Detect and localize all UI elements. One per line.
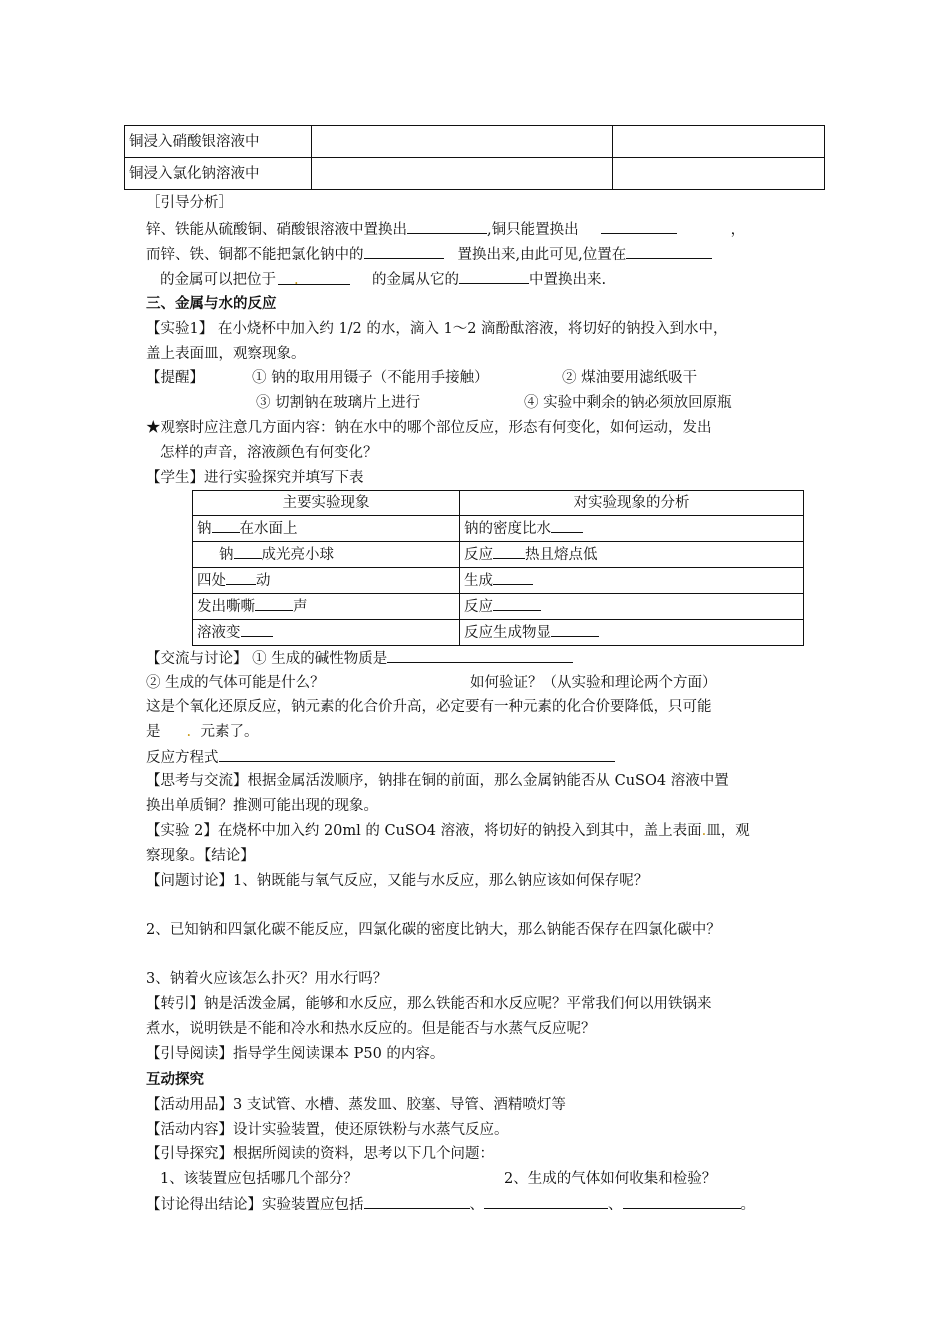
intro-line-2: 煮水，说明铁是不能和冷水和热水反应的。但是能否与水蒸气反应呢？ <box>146 1021 596 1037</box>
guide-line-3: 的金属可以把位于 . 的金属从它的 中置换出来. <box>160 269 606 290</box>
question-3: 3、钠着火应该怎么扑灭？用水行吗？ <box>146 971 388 987</box>
discussion-line-2b: 如何验证？（从实验和理论两个方面） <box>470 675 717 691</box>
discussion-line-3: 这是个氧化还原反应，钠元素的化合价升高，必定要有一种元素的化合价要降低，只可能 <box>146 699 712 715</box>
table-cell <box>312 126 613 158</box>
conclusion-line: 【讨论得出结论】实验装置应包括 、 、 。 <box>146 1194 755 1215</box>
section-title: 三、金属与水的反应 <box>146 295 277 312</box>
table-header: 对实验现象的分析 <box>460 491 804 516</box>
table-row: 发出嘶嘶 声 反应 <box>193 594 804 620</box>
table-row: 钠 在水面上 钠的密度比水 <box>193 516 804 542</box>
discussion-line-1: 【交流与讨论】 ① 生成的碱性物质是 <box>146 648 573 669</box>
intro-read: 【引导阅读】指导学生阅读课本 P50 的内容。 <box>146 1046 445 1062</box>
table-cell <box>613 158 825 190</box>
table-cell <box>312 158 613 190</box>
remind-3: ③ 切割钠在玻璃片上进行 <box>256 395 421 411</box>
remind-1: ① 钠的取用用镊子（不能用手接触） <box>252 370 489 386</box>
remind-2: ② 煤油要用滤纸吸干 <box>562 370 698 386</box>
guide-explore: 【引导探究】根据所阅读的资料，思考以下几个问题： <box>146 1146 494 1162</box>
guide-heading: ［引导分析］ <box>146 195 233 211</box>
table-header: 主要实验现象 <box>193 491 460 516</box>
table-cell <box>613 126 825 158</box>
observe-line-1: ★观察时应注意几方面内容：钠在水中的哪个部位反应，形态有何变化，如何运动，发出 <box>146 420 712 436</box>
remind-4: ④ 实验中剩余的钠必须放回原瓶 <box>524 395 732 411</box>
top-comparison-table <box>124 125 825 190</box>
exp1-line-1: 【实验1】 在小烧杯中加入约 1/2 的水，滴入 1～2 滴酚酞溶液，将切好的钠投入到水中， <box>146 321 728 337</box>
guide-line-1: 锌、铁能从硫酸铜、硝酸银溶液中置换出 ,铜只能置换出 ， <box>146 219 745 240</box>
explore-q1: 1、该装置应包括哪几个部分？ <box>160 1171 358 1187</box>
think-line-2: 换出单质铜？推测可能出现的现象。 <box>146 798 378 814</box>
guide-line-2: 而锌、铁、铜都不能把氯化钠中的 置换出来,由此可见,位置在 <box>146 244 712 265</box>
discussion-line-4: 是 . 元素了。 <box>146 724 259 740</box>
table-row: 溶液变 反应生成物显 <box>193 620 804 646</box>
explore-q2: 2、生成的气体如何收集和检验？ <box>504 1171 717 1187</box>
table-row: 四处 动 生成 <box>193 568 804 594</box>
table-cell: 铜浸入硝酸银溶液中 <box>125 126 312 158</box>
remind-label: 【提醒】 <box>146 370 204 386</box>
exp1-line-2: 盖上表面皿，观察现象。 <box>146 346 306 362</box>
question-2: 2、已知钠和四氯化碳不能反应，四氯化碳的密度比钠大，那么钠能否保存在四氯化碳中？ <box>146 922 721 938</box>
table-cell: 铜浸入氯化钠溶液中 <box>125 158 312 190</box>
think-line-1: 【思考与交流】根据金属活泼顺序，钠排在铜的前面，那么金属钠能否从 CuSO4 溶液中置 <box>146 773 729 789</box>
activity-content: 【活动内容】设计实验装置，使还原铁粉与水蒸气反应。 <box>146 1122 509 1138</box>
exp2-line-2: 察现象。【结论】 <box>146 848 255 864</box>
discussion-line-2a: ② 生成的气体可能是什么？ <box>146 675 325 691</box>
exp2-line-1: 【实验 2】在烧杯中加入约 20ml 的 CuSO4 溶液，将切好的钠投入到其中，盖上表面.皿，观 <box>146 823 750 839</box>
intro-line-1: 【转引】钠是活泼金属，能够和水反应，那么铁能否和水反应呢？平常我们何以用铁锅来 <box>146 996 712 1012</box>
student-line: 【学生】进行实验探究并填写下表 <box>146 470 364 486</box>
table-row: 钠 成光亮小球 反应 热且熔点低 <box>193 542 804 568</box>
activity-items: 【活动用品】3 支试管、水槽、蒸发皿、胶塞、导管、酒精喷灯等 <box>146 1097 566 1113</box>
phenomenon-table <box>192 490 804 646</box>
interactive-title: 互动探究 <box>146 1071 204 1088</box>
equation-line: 反应方程式 <box>146 747 615 768</box>
observe-line-2: 怎样的声音，溶液颜色有何变化？ <box>160 445 378 461</box>
question-1: 【问题讨论】1、钠既能与氧气反应，又能与水反应，那么钠应该如何保存呢？ <box>146 873 649 889</box>
